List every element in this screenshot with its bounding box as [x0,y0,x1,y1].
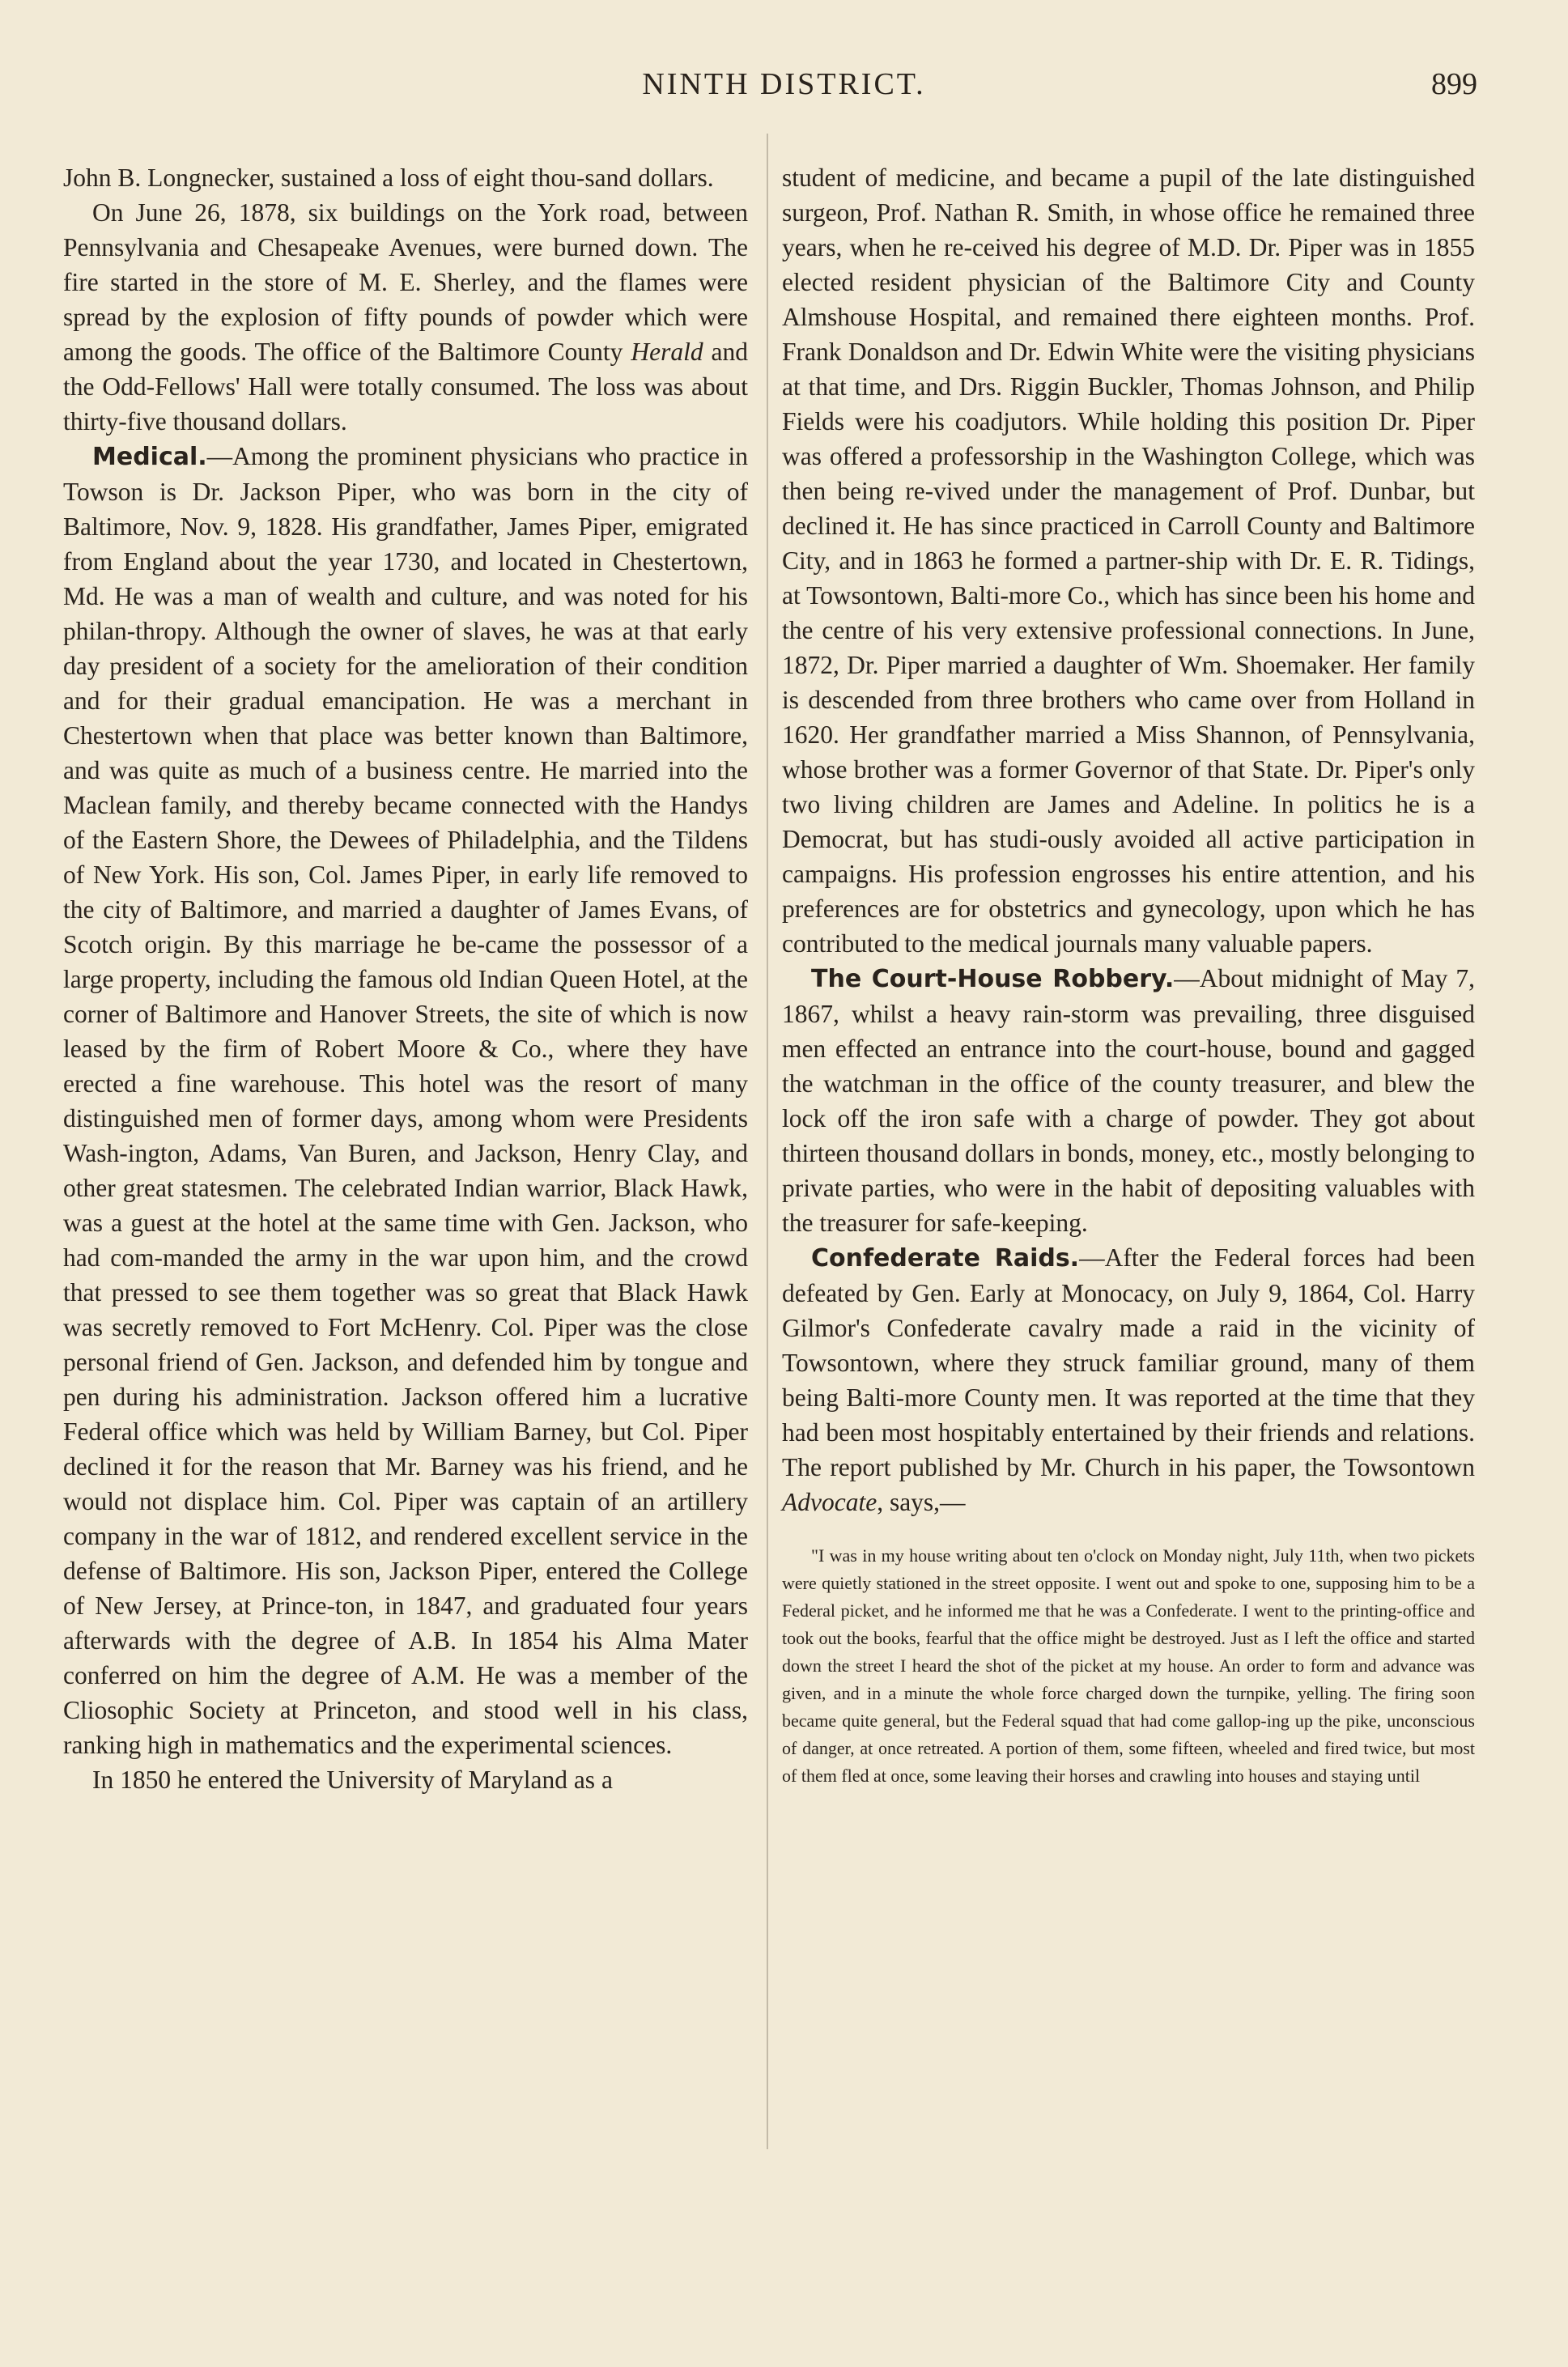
fire-text-a: On June 26, 1878, six buildings on the York road, between Pennsylvania and Chesapeake Avenues, were burned down. The fire started in the store of M. E. Sherley, and the flames were spread by the explosion of fifty pounds of powder which were among the goods. The office of the Baltimore County [63,198,748,366]
herald-title: Herald [631,338,703,366]
page-header [0,66,1568,115]
left-column [63,160,748,1797]
raids-heading: Confederate Raids. [811,1244,1080,1273]
paragraph-fire [63,195,748,439]
running-title: NINTH DISTRICT. [642,67,926,101]
paragraph-raids [782,1240,1475,1519]
paragraph-medical [63,439,748,1762]
paragraph-loss: John B. Longnecker, sustained a loss of eight thou-sand dollars. [63,164,714,192]
robbery-heading: The Court-House Robbery. [811,965,1175,993]
advocate-title: Advocate [782,1488,877,1516]
right-column [782,160,1475,1790]
medical-text: —Among the prominent physicians who practice in Towson is Dr. Jackson Piper, who was born in the city of Baltimore, Nov. 9, 1828. His grandfather, James Piper, emigrated from England about the year 1730, and located in Chestertown, Md. He was a man of wealth and culture, and was noted for his philan-thropy. Although the owner of slaves, he was at that early day president of a society for the amelioration of their condition and for their gradual emancipation. He was a merchant in Chestertown when that place was better known than Baltimore, and was quite as much of a business centre. He married into the Maclean family, and thereby became connected with the Handys of the Eastern Shore, the Dewees of Philadelphia, and the Tildens of New York. His son, Col. James Piper, in early life removed to the city of Baltimore, and married a daughter of James Evans, of Scotch origin. By this marriage he be-came the possessor of a large property, including the famous old Indian Queen Hotel, at the corner of Baltimore and Hanover Streets, the site of which is now leased by the firm of Robert Moore & Co., where they have erected a fine warehouse. This hotel was the resort of many distinguished men of former days, among whom were Presidents Wash-ington, Adams, Van Buren, and Jackson, Henry Clay, and other great statesmen. The celebrated Indian warrior, Black Hawk, was a guest at the hotel at the same time with Gen. Jackson, who had com-manded the army in the war upon him, and the crowd that pressed to see them together was so great that Black Hawk was secretly removed to Fort McHenry. Col. Piper was the close personal friend of Gen. Jackson, and defended him by tongue and pen during his administration. Jackson offered him a lucrative Federal office which was held by William Barney, but Col. Piper declined it for the reason that Mr. Barney was his friend, and he would not displace him. Col. Piper was captain of an artillery company in the war of 1812, and rendered excellent service in the defense of Baltimore. His son, Jackson Piper, entered the College of New Jersey, at Prince-ton, in 1847, and graduated four years afterwards with the degree of A.B. In 1854 his Alma Mater conferred on him the degree of A.M. He was a member of the Cliosophic Society at Princeton, and stood well in his class, ranking high in mathematics and the experimental sciences. [63,442,748,1759]
column-divider [767,134,768,2149]
raids-text-a: —After the Federal forces had been defeated by Gen. Early at Monocacy, on July 9, 1864, Col. Harry Gilmor's Confederate cavalry made a raid in the vicinity of Towsontown, where they struck familiar ground, many of them being Balti-more County men. It was reported at the time that they had been most hospitably entertained by their friends and relations. The report published by Mr. Church in his paper, the Towsontown [782,1243,1476,1481]
page-number: 899 [1431,67,1477,101]
raids-text-b: , says,— [877,1488,966,1516]
block-quote: "I was in my house writing about ten o'clock on Monday night, July 11th, when two pickets were quietly stationed in the street opposite. I went out and spoke to one, supposing him to be a Federal picket, and he informed me that he was a Confederate. I went to the printing-office and took out the books, fearful that the office might be destroyed. Just as I left the office and started down the street I heard the shot of the picket at my house. An order to form and advance was given, and in a minute the whole force charged down the turnpike, yelling. The firing soon became quite general, but the Federal squad that had come gallop-ing up the pike, unconscious of danger, at once retreated. A portion of them, some fifteen, wheeled and fired twice, but most of them fled at once, some leaving their horses and crawling into houses and staying until [782,1545,1475,1786]
robbery-text: —About midnight of May 7, 1867, whilst a heavy rain-storm was prevailing, three disguised men effected an entrance into the court-house, bound and gagged the watchman in the office of the county treasurer, and blew the lock off the iron safe with a charge of powder. They got about thirteen thousand dollars in bonds, money, etc., mostly belonging to private parties, who were in the habit of depositing valuables with the treasurer for safe-keeping. [782,964,1475,1237]
paragraph-medicine-student: student of medicine, and became a pupil of the late distinguished surgeon, Prof. Nathan R. Smith, in whose office he remained three years, when he re-ceived his degree of M.D. Dr. Piper was in 1855 elected resident physician of the Baltimore City and County Almshouse Hospital, and remained there eighteen months. Prof. Frank Donaldson and Dr. Edwin White were the visiting physicians at that time, and Drs. Riggin Buckler, Thomas Johnson, and Philip Fields were his coadjutors. While holding this position Dr. Piper was offered a professorship in the Washington College, which was then being re-vived under the management of Prof. Dunbar, but declined it. He has since practiced in Carroll County and Baltimore City, and in 1863 he formed a partner-ship with Dr. E. R. Tidings, at Towsontown, Balti-more Co., which has since been his home and the centre of his very extensive professional connections. In June, 1872, Dr. Piper married a daughter of Wm. Shoemaker. Her family is descended from three brothers who came over from Holland in 1620. Her grandfather married a Miss Shannon, of Pennsylvania, whose brother was a former Governor of that State. Dr. Piper's only two living children are James and Adeline. In politics he is a Democrat, but has studi-ously avoided all active participation in campaigns. His profession engrosses his entire attention, and his preferences are for obstetrics and gynecology, upon which he has contributed to the medical journals many valuable papers. [782,164,1475,958]
paragraph-university: In 1850 he entered the University of Maryland as a [92,1766,613,1794]
medical-heading: Medical. [92,443,207,471]
paragraph-robbery [782,961,1475,1240]
fire-text-b: and the Odd-Fellows' Hall were totally consumed. The loss was about thirty-five thousand dollars. [63,338,748,436]
